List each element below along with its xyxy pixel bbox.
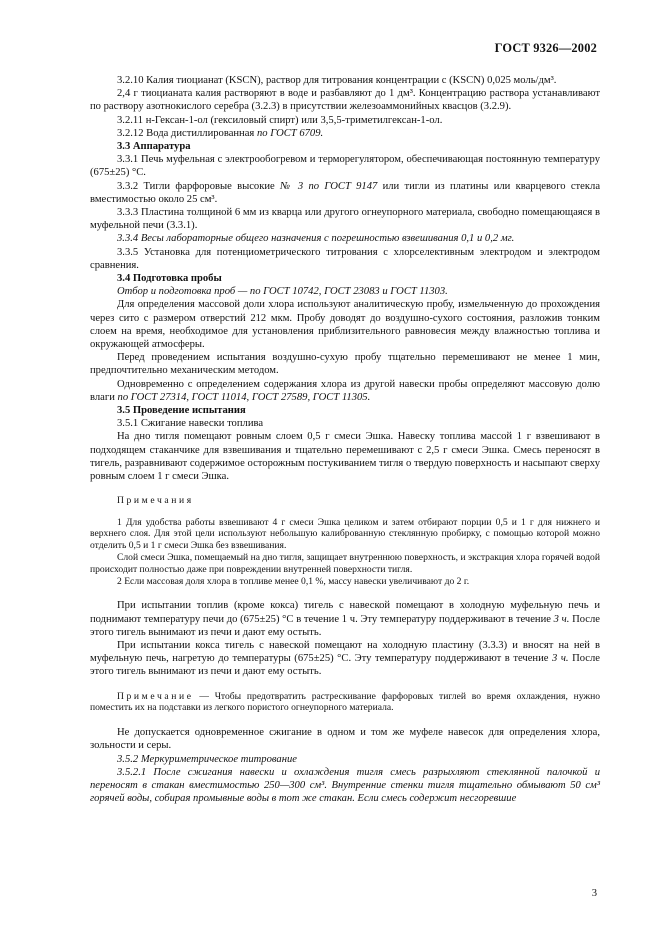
paragraph: 3.5.1 Сжигание навески топлива <box>117 418 264 430</box>
paragraph: Не допускается одновременное сжигание в одном и том же муфеле навесок для определения хлора, зольности и серы. <box>90 727 600 752</box>
document-body <box>90 74 600 806</box>
paragraph-text: При испытании кокса тигель с навеской помещают на холодную пластину (3.3.3) и вносят на ней в муфельную печь, нагретую до температуры (675±25) °С. Эту температуру поддерживают в течение <box>90 640 600 665</box>
paragraph <box>90 127 600 140</box>
paragraph <box>90 639 600 679</box>
paragraph: 3.3.4 Весы лабораторные общего назначения с погрешностью взвешивания 0,1 и 0,2 мг. <box>117 233 515 245</box>
paragraph-text: При испытании топлив (кроме кокса) тигель с навеской помещают в холодную муфельную печь и поднимают температуру печи до (675±25) °С в течение 1 ч. Эту температуру поддерживают в течение <box>90 600 600 625</box>
note-text: — Чтобы предотвратить растрескивание фарфоровых тиглей во время охлаждения, нужно поместить их на подставки из легкого пористого огнеупорного материала. <box>90 690 600 714</box>
paragraph: 3.3.5 Установка для потенциометрического титрования с хлорселективным электродом и электродом сравнения. <box>90 246 600 271</box>
document-code-header: ГОСТ 9326—2002 <box>494 41 597 55</box>
page-number: 3 <box>591 888 597 899</box>
paragraph-text: После этого тигель вынимают из печи и дают ему остыть. <box>90 613 600 638</box>
notes-title: Примечания <box>117 495 194 507</box>
paragraph: 3.2.11 н-Гексан-1-ол (гексиловый спирт) или 3,5,5-триметилгексан-1-ол. <box>117 114 443 126</box>
paragraph-text: или тигли из платины или кварцевого стекла вместимостью около 25 см³. <box>90 180 601 205</box>
note-title: Примечание <box>117 690 194 702</box>
paragraph: 3.3.1 Печь муфельная с электрообогревом и терморегулятором, обеспечивающая постоянную температуру (675±25) °С. <box>90 154 600 179</box>
paragraph-text: 3.2.12 Вода дистиллированная <box>117 127 257 139</box>
paragraph-text: Одновременно с определением содержания хлора из другой навески пробы определяют массовую долю влаги <box>90 378 600 403</box>
paragraph-text: После этого тигель вынимают из печи и дают ему остыть. <box>90 653 600 678</box>
note-item: 2 Если массовая доля хлора в топливе менее 0,1 %, массу навески увеличивают до 2 г. <box>117 575 470 587</box>
paragraph: 3.5.2.1 После сжигания навески и охлаждения тигля смесь разрыхляют стеклянной палочкой и переносят в стакан вместимостью 250—300 см³. Внутренние стенки тигля тщательно обмывают 50 см³ горячей воды, собирая промывные воды в тот же стакан. Если смесь содержит несгоревшие <box>90 766 600 805</box>
duration: 3 ч. <box>553 613 570 625</box>
note-item: Слой смеси Эшка, помещаемый на дно тигля, защищает внутреннюю поверхность, и экстракция хлора горячей водой происходит полностью даже при повреждении внутренней поверхности тигля. <box>90 552 600 575</box>
note <box>90 691 600 715</box>
section-heading: 3.3 Аппаратура <box>117 141 191 153</box>
duration: 3 ч. <box>552 653 569 665</box>
paragraph <box>90 599 600 639</box>
paragraph: Отбор и подготовка проб — по ГОСТ 10742, ГОСТ 23083 и ГОСТ 11303. <box>117 286 448 298</box>
standard-reference: по ГОСТ 27314, ГОСТ 11014, ГОСТ 27589, ГОСТ 11305. <box>117 391 371 403</box>
note-item: 1 Для удобства работы взвешивают 4 г смеси Эшка целиком и затем отбирают порции 0,5 и 1 г для нижнего и верхнего слоя. Для этой цели используют небольшую калиброванную стеклянную пробирку, с помощью которой можно отделить 0,5 и 1 г смеси Эшка без взвешивания. <box>90 516 600 552</box>
section-heading: 3.4 Подготовка пробы <box>117 273 222 285</box>
paragraph: Перед проведением испытания воздушно-сухую пробу тщательно перемешивают не менее 1 мин, предпочтительно механическим методом. <box>90 352 600 377</box>
standard-reference: № 3 по ГОСТ 9147 <box>280 180 378 192</box>
paragraph: Для определения массовой доли хлора используют аналитическую пробу, измельченную до прохождения через сито с размером отверстий 212 мкм. Пробу доводят до воздушно-сухого состояния, разложив тонким слоем на время, необходимое для установления приблизительного равновесия между влажностью топлива и окружающей атмосферы. <box>90 299 600 351</box>
section-heading: 3.5 Проведение испытания <box>117 405 246 417</box>
paragraph <box>90 180 600 206</box>
paragraph-text: 3.3.2 Тигли фарфоровые высокие <box>117 180 281 192</box>
paragraph: 3.2.10 Калия тиоцианат (KSCN), раствор для титрования концентрации c (KSCN) 0,025 моль/дм³. <box>117 75 557 86</box>
paragraph <box>90 378 600 404</box>
paragraph: На дно тигля помещают ровным слоем 0,5 г смеси Эшка. Навеску топлива массой 1 г взвешивают в подходящем стаканчике для взвешивания и тщательно перемешивают с 2,5 г смеси Эшка. Смесь переносят в тигель, разравнивают содержимое осторожным постукиванием тигля о твердую поверхность и насыпают сверху ровным слоем 1 г смеси Эшка. <box>90 431 600 483</box>
subsection-heading: 3.5.2 Меркуриметрическое титрование <box>117 753 297 765</box>
paragraph: 2,4 г тиоцианата калия растворяют в воде и разбавляют до 1 дм³. Концентрацию раствора устанавливают по раствору азотнокислого серебра (3.2.3) в присутствии железоаммонийных квасцов (3.2.9). <box>90 88 600 113</box>
standard-reference: по ГОСТ 6709. <box>256 127 324 139</box>
paragraph: 3.3.3 Пластина толщиной 6 мм из кварца или другого огнеупорного материала, свободно помещающаяся в муфельной печи (3.3.1). <box>90 207 600 232</box>
